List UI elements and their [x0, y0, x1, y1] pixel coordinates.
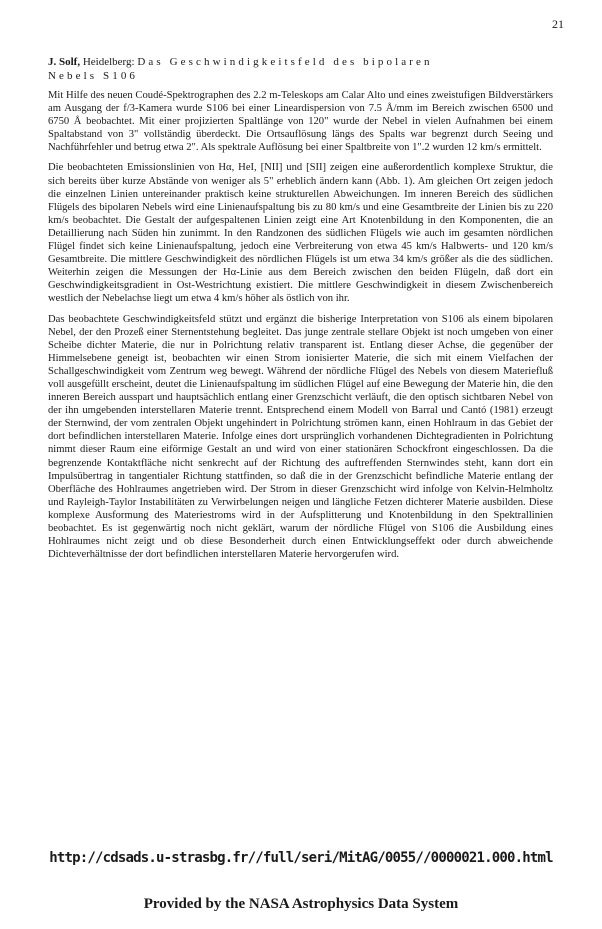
paragraph-interpretation: Das beobachtete Geschwindigkeitsfeld stützt und ergänzt die bisherige Interpretation von S106 als einem bipolaren Nebel, der den Prozeß einer Sternentstehung begleitet. Das junge zentrale stellare Objekt ist noch umgeben von einer Scheibe dichter Materie, die nur in Polrichtung relativ transparent ist. Entlang dieser Achse, die gegenüber der Himmelsebene geneigt ist, beobachten wir einen Strom ionisierter Materie, die sich mit einem Vielfachen der Schallgeschwindigkeit vom Zentrum weg bewegt. Während der nördliche Flügel des Nebels von diesem Materiefluß voll ausgefüllt erscheint, deutet die Linienaufspaltung im südlichen Flügel auf eine Bewegung der Materie hin, die den inneren Bereich ausspart und hauptsächlich entlang einer Grenzschicht verläuft, die den optisch sichtbaren Nebel von der ihn umgebenden interstellaren Materie trennt. Entsprechend einem Modell von Barral und Cantó (1981) erzeugt der Sternwind, der vom zentralen Objekt ungehindert in Polrichtung strömen kann, einen Hohlraum in das Gebiet der dort befindlichen interstellaren Materie. Infolge eines dort ursprünglich vorhandenen Dichtegradienten in Polrichtung nimmt dieser Raum eine eiförmige Gestalt an und wird von einer stationären Schockfront eingeschlossen. Da die begrenzende Kontaktfläche nicht senkrecht auf der Richtung des auftreffenden Sternwindes steht, kann dort ein Impulsübertrag in tangentialer Richtung stattfinden, so daß die in der Grenzschicht befindliche Materie entlang der Oberfläche des Hohlraumes angetrieben wird. Der Strom in dieser Grenzschicht wird infolge von Kelvin-Helmholtz und Rayleigh-Taylor Instabilitäten zu Verwirbelungen neigen und längliche Fetzen dichterer Materie ausbilden. Diese komplexe Ausformung des Materiestroms wird in der Aufsplitterung und Knotenbildung in den Spektrallinien beobachtet. Es ist gegenwärtig noch nicht geklärt, warum der nördliche Flügel von S106 die Ausbildung eines Hohlraumes nicht zeigt und ob diese Besonderheit durch einen Entwicklungseffekt oder durch abweichende Dichteverhältnisse der dort befindlichen interstellaren Materie hervorgerufen wird. [48, 313, 553, 561]
article [48, 55, 553, 568]
source-url-link[interactable]: http://cdsads.u-strasbg.fr//full/seri/MitAG/0055//0000021.000.html [49, 850, 553, 866]
article-title-line1: Das Geschwindigkeitsfeld des bipolaren [137, 56, 433, 68]
author-affiliation: Heidelberg: [80, 56, 138, 68]
paragraph-methods: Mit Hilfe des neuen Coudé-Spektrographen des 2.2 m-Teleskops am Calar Alto und eines zweistufigen Bildverstärkers am Ausgang der f/3-Kamera wurde S106 bei einer Lineardispersion von 7.5 Å/mm im Bereich zwischen 6500 und 6750 Å beobachtet. Mit einer projizierten Spaltlänge von 120" wurde der Nebel in vielen Aufnahmen bei einem Spaltabstand von 3" vollständig überdeckt. Die Ortsauflösung längs des Spalts war begrenzt durch Seeing und Nachführfehler und betrug etwa 2". Als spektrale Auflösung bei einer Spaltbreite von 1".2 wurden 12 km/s ermittelt. [48, 90, 553, 154]
paragraph-observations: Die beobachteten Emissionslinien von Hα, HeI, [NII] und [SII] zeigen eine außerordentlich komplexe Struktur, die sich bereits über kurze Abstände von weniger als 5" erheblich ändern kann (Abb. 1). Am gleichen Ort zeigen jedoch die einzelnen Linien untereinander praktisch keine strukturellen Abweichungen. Im inneren Bereich des südlichen Flügels des bipolaren Nebels wird eine Linienaufspaltung bis zu 80 km/s und eine Gesamtbreite der Linien bis zu 220 km/s beobachtet. Die Gestalt der aufgespaltenen Linien zeigt eine Art Knotenbildung in den Komponenten, die an Detaillierung nach Süden hin zunimmt. In den Randzonen des südlichen Flügels wie auch im gesamten nördlichen Flügel findet sich keine Linienaufspaltung, jedoch eine Verbreiterung von etwa 45 km/s Halbwerts- und 120 km/s Gesamtbreite. Die mittlere Geschwindigkeit des nördlichen Flügels ist um etwa 34 km/s größer als die des südlichen. Weiterhin zeigen die Messungen der Hα-Linie aus dem Bereich zwischen den beiden Flügeln, daß dort ein Geschwindigkeitsgradient in Ost-Westrichtung existiert. Die mittlere Geschwindigkeit in diesem Zwischenbereich westlich der Nebelachse liegt um etwa 4 km/s höher als östlich von ihr. [48, 162, 553, 305]
author-name: J. Solf, [48, 56, 81, 68]
provided-by-footer: Provided by the NASA Astrophysics Data System [143, 896, 459, 912]
article-title-line2: Nebels S106 [48, 70, 139, 82]
article-heading [48, 55, 553, 83]
page-number: 21 [552, 17, 564, 31]
